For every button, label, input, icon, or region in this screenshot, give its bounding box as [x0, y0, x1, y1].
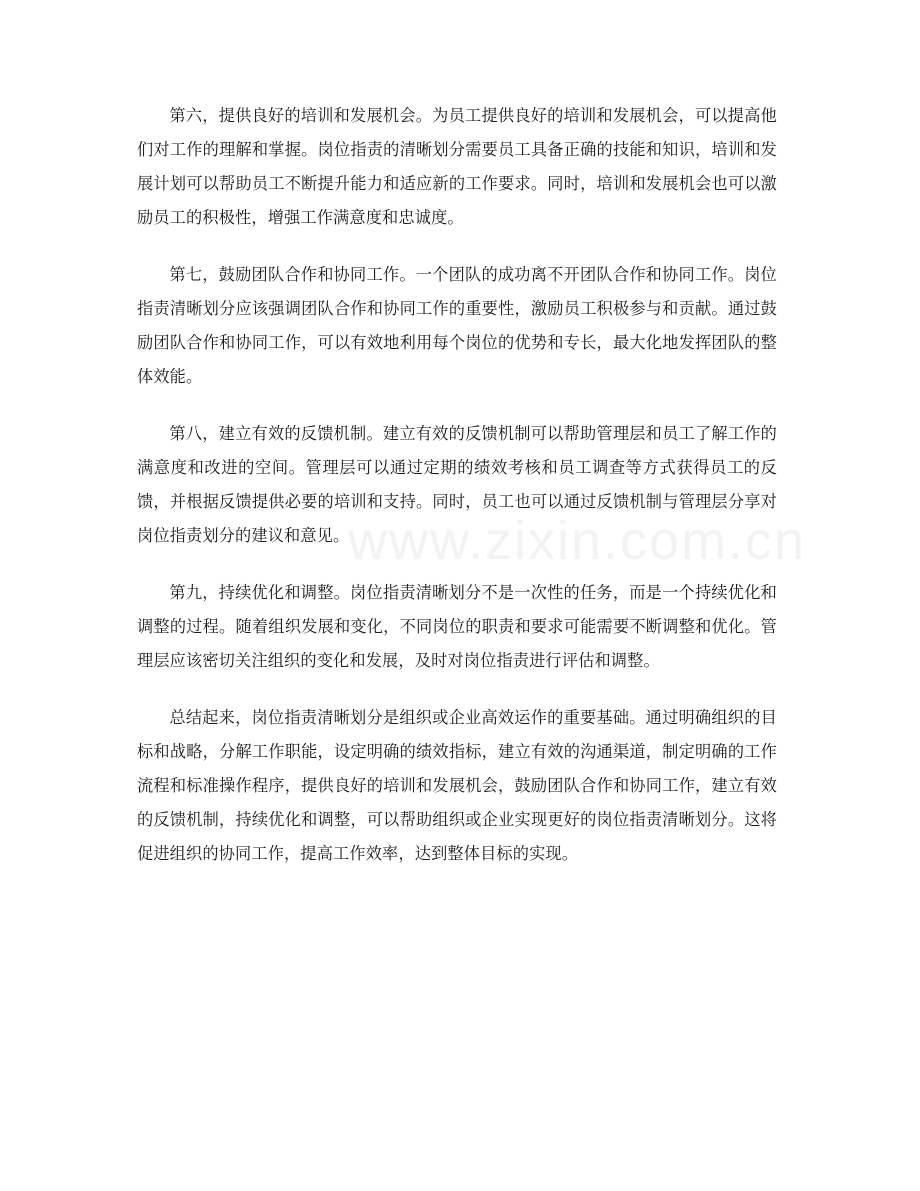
paragraph-eighth-point: 第八，建立有效的反馈机制。建立有效的反馈机制可以帮助管理层和员工了解工作的满意度和改进的空间。管理层可以通过定期的绩效考核和员工调查等方式获得员工的反馈，并根据反馈提供必要的培训和支持。同时，员工也可以通过反馈机制与管理层分享对岗位指责划分的建议和意见。 — [137, 424, 777, 545]
watermark-text: www.zixin.com.cn — [348, 511, 807, 571]
paragraph-sixth-point: 第六，提供良好的培训和发展机会。为员工提供良好的培训和发展机会，可以提高他们对工作的理解和掌握。岗位指责的清晰划分需要员工具备正确的技能和知识，培训和发展计划可以帮助员工不断提升能力和适应新的工作要求。同时，培训和发展机会也可以激励员工的积极性，增强工作满意度和忠诚度。 — [137, 106, 777, 227]
document-body — [137, 99, 777, 894]
paragraph-seventh-point: 第七，鼓励团队合作和协同工作。一个团队的成功离不开团队合作和协同工作。岗位指责清晰划分应该强调团队合作和协同工作的重要性，激励员工积极参与和贡献。通过鼓励团队合作和协同工作，可以有效地利用每个岗位的优势和专长，最大化地发挥团队的整体效能。 — [137, 265, 777, 386]
paragraph-ninth-point: 第九，持续优化和调整。岗位指责清晰划分不是一次性的任务，而是一个持续优化和调整的过程。随着组织发展和变化，不同岗位的职责和要求可能需要不断调整和优化。管理层应该密切关注组织的变化和发展，及时对岗位指责进行评估和调整。 — [137, 583, 777, 670]
paragraph-conclusion: 总结起来，岗位指责清晰划分是组织或企业高效运作的重要基础。通过明确组织的目标和战略，分解工作职能，设定明确的绩效指标，建立有效的沟通渠道，制定明确的工作流程和标准操作程序，提供良好的培训和发展机会，鼓励团队合作和协同工作，建立有效的反馈机制，持续优化和调整，可以帮助组织或企业实现更好的岗位指责清晰划分。这将促进组织的协同工作，提高工作效率，达到整体目标的实现。 — [137, 708, 777, 863]
